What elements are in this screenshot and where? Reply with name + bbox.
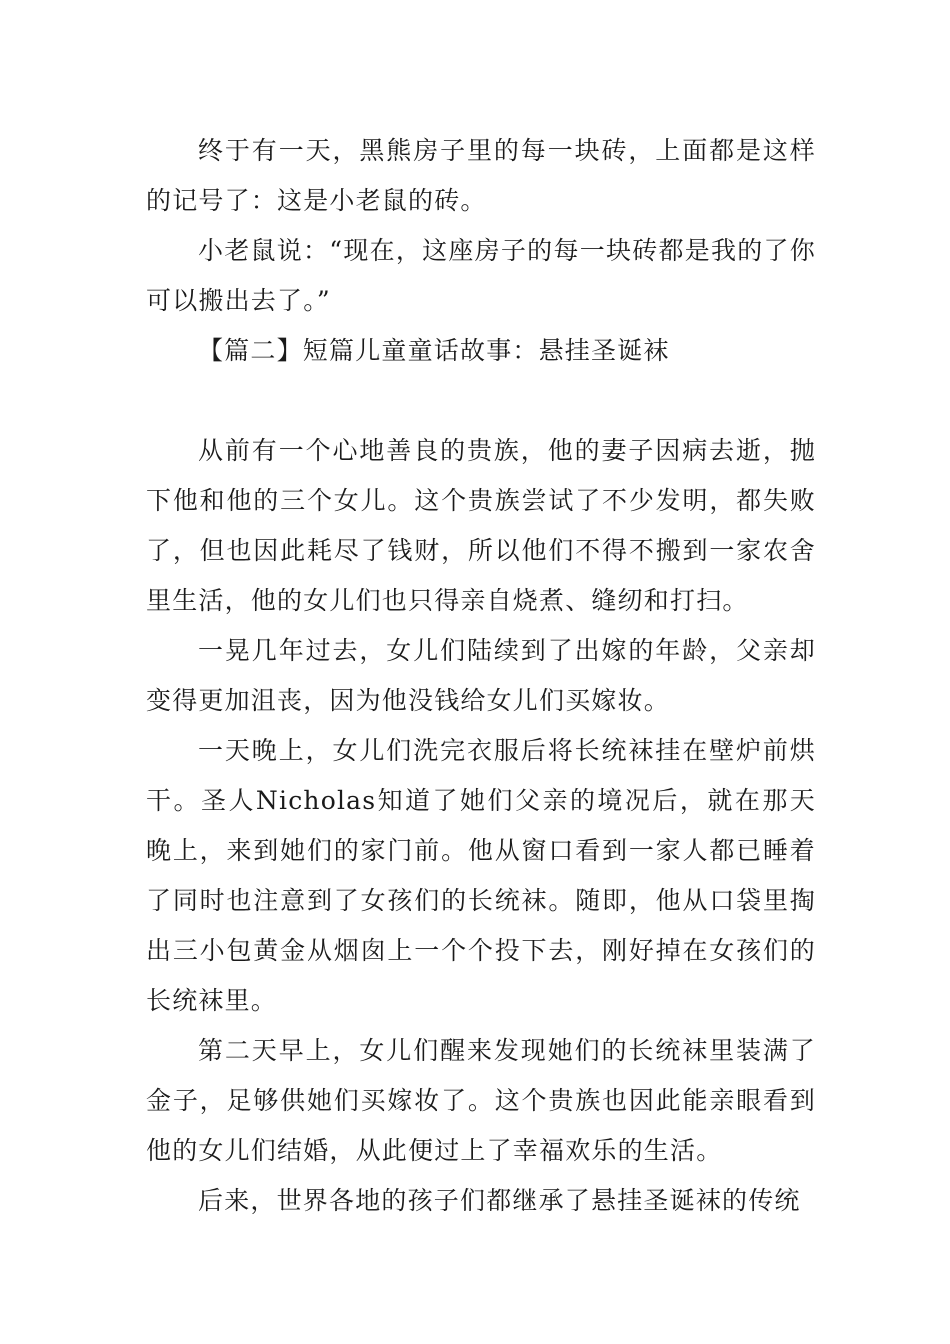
paragraph-nicholas: 一天晚上，女儿们洗完衣服后将长统袜挂在壁炉前烘干。圣人Nicholas知道了她们父亲的境况后，就在那天晚上，来到她们的家门前。他从窗口看到一家人都已睡着了同时也注意到了女孩们的长统袜。随即，他从口袋里掏出三小包黄金从烟囱上一个个投下去，刚好掉在女孩们的长统袜里。	[146, 736, 816, 1015]
paragraph-mouse-quote: 小老鼠说：“现在，这座房子的每一块砖都是我的了你可以搬出去了。”	[146, 236, 816, 315]
section-heading: 【篇二】短篇儿童童话故事：悬挂圣诞袜	[198, 336, 670, 365]
section-spacer	[146, 376, 816, 426]
paragraph-dowry: 一晃几年过去，女儿们陆续到了出嫁的年龄，父亲却变得更加沮丧，因为他没钱给女儿们买嫁妆。	[146, 636, 816, 715]
document-body	[146, 126, 816, 1226]
paragraph-noble-family: 从前有一个心地善良的贵族，他的妻子因病去逝，抛下他和他的三个女儿。这个贵族尝试了不少发明，都失败了，但也因此耗尽了钱财，所以他们不得不搬到一家农舍里生活，他的女儿们也只得亲自烧煮、缝纫和打扫。	[146, 436, 816, 615]
paragraph-ending: 终于有一天，黑熊房子里的每一块砖，上面都是这样的记号了：这是小老鼠的砖。	[146, 136, 816, 215]
paragraph-morning: 第二天早上，女儿们醒来发现她们的长统袜里装满了金子，足够供她们买嫁妆了。这个贵族也因此能亲眼看到他的女儿们结婚，从此便过上了幸福欢乐的生活。	[146, 1036, 816, 1165]
paragraph-tradition: 后来，世界各地的孩子们都继承了悬挂圣诞袜的传统	[198, 1186, 801, 1215]
